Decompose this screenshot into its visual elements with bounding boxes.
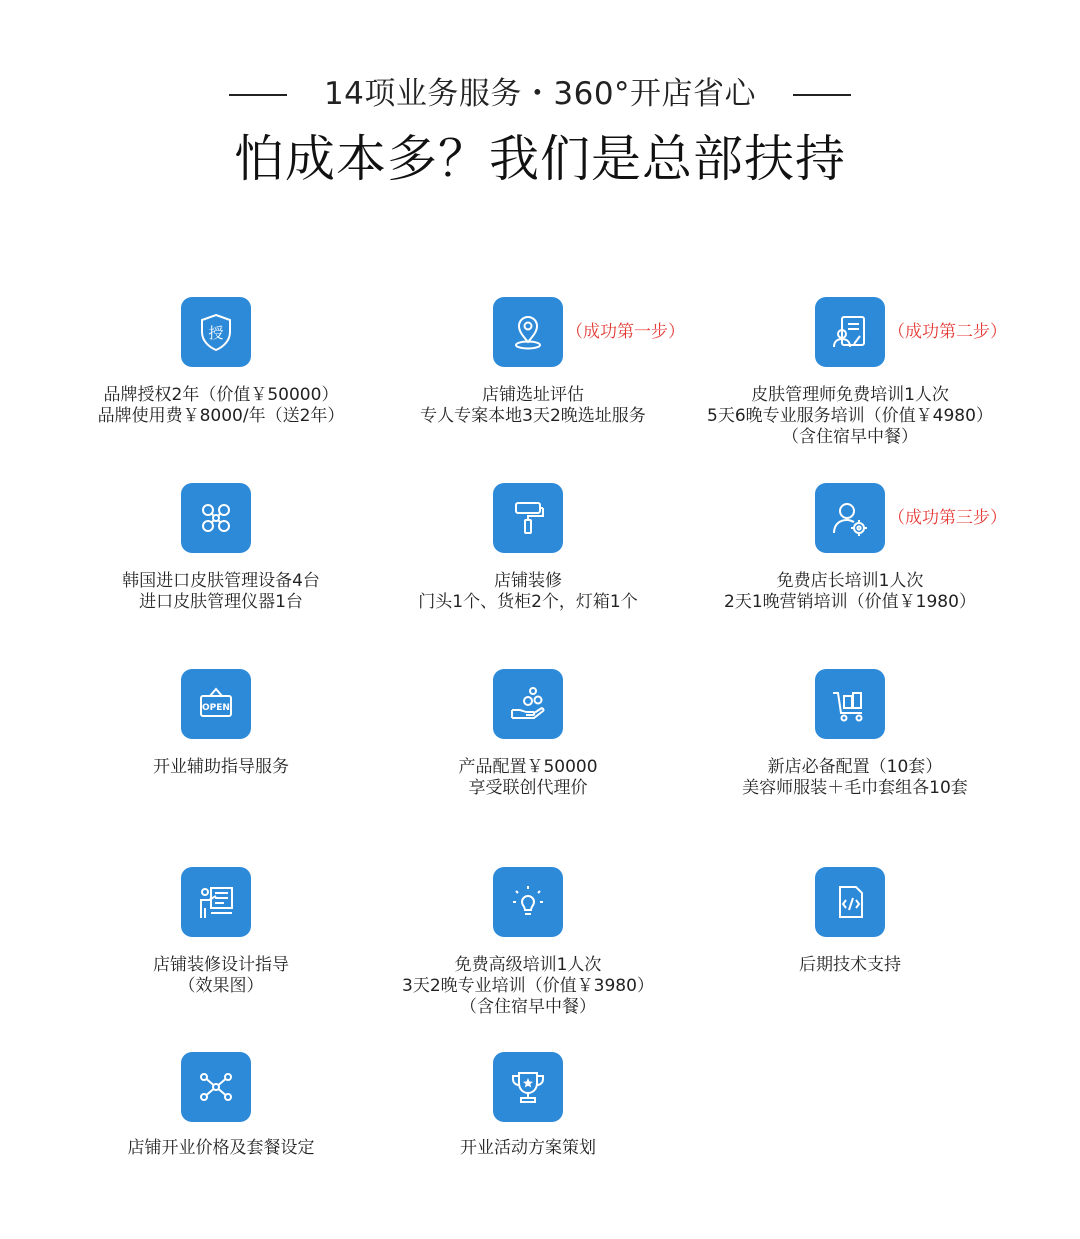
item-pricing-setup [56, 1138, 386, 1159]
authorization-shield-icon [181, 297, 251, 367]
item-design-guidance [56, 955, 386, 997]
presentation-board-icon [181, 867, 251, 937]
item-store-decoration [363, 571, 693, 613]
svg-text:OPEN: OPEN [202, 703, 230, 713]
item-line: 韩国进口皮肤管理设备4台 [122, 571, 320, 591]
item-tech-support [685, 955, 1015, 976]
item-line: 后期技术支持 [799, 955, 901, 975]
item-line: （含住宿早中餐） [782, 427, 918, 447]
item-line: 免费店长培训1人次 [776, 571, 924, 591]
item-line: 开业活动方案策划 [460, 1138, 596, 1158]
item-line: 进口皮肤管理仪器1台 [139, 592, 303, 612]
code-file-icon [815, 867, 885, 937]
item-line: 开业辅助指导服务 [153, 757, 289, 777]
step-label-3: （成功第三步） [888, 508, 1007, 528]
item-line: 店铺开业价格及套餐设定 [127, 1138, 315, 1158]
item-line: （含住宿早中餐） [460, 997, 596, 1017]
item-product-config [363, 757, 693, 799]
subtitle-divider-right [793, 94, 851, 96]
shopping-cart-icon [815, 669, 885, 739]
item-line: 店铺选址评估 [482, 385, 584, 405]
item-line: 美容师服装＋毛巾套组各10套 [742, 778, 968, 798]
item-line: 专人专案本地3天2晚选址服务 [420, 406, 646, 426]
item-store-manager-training [685, 571, 1015, 613]
item-new-store-kit [690, 757, 1020, 799]
item-line: 品牌使用费￥8000/年（送2年） [97, 406, 345, 426]
subtitle: 14项业务服务・360°开店省心 [323, 76, 757, 112]
svg-text:授: 授 [208, 324, 224, 342]
item-line: 门头1个、货柜2个，灯箱1个 [418, 592, 638, 612]
item-line: （效果图） [178, 976, 264, 996]
paint-roller-icon [493, 483, 563, 553]
user-gear-icon [815, 483, 885, 553]
item-opening-campaign [363, 1138, 693, 1159]
trophy-star-icon [493, 1052, 563, 1122]
hand-coins-icon [493, 669, 563, 739]
network-nodes-icon [181, 1052, 251, 1122]
device-molecule-icon [181, 483, 251, 553]
item-line: 新店必备配置（10套） [767, 757, 943, 777]
item-site-selection [368, 385, 698, 427]
location-pin-icon [493, 297, 563, 367]
item-line: 2天1晚营销培训（价值￥1980） [724, 592, 976, 612]
subtitle-row [0, 72, 1080, 116]
item-line: 皮肤管理师免费培训1人次 [751, 385, 949, 405]
step-label-1: （成功第一步） [566, 322, 685, 342]
item-line: 5天6晚专业服务培训（价值￥4980） [707, 406, 993, 426]
page-title: 怕成本多？我们是总部扶持 [234, 130, 846, 188]
item-advanced-training [363, 955, 693, 1018]
item-equipment [56, 571, 386, 613]
open-sign-icon [181, 669, 251, 739]
item-line: 产品配置￥50000 [458, 757, 598, 777]
item-line: 店铺装修 [494, 571, 562, 591]
item-line: 品牌授权2年（价值￥50000） [103, 385, 339, 405]
item-line: 店铺装修设计指导 [153, 955, 289, 975]
item-line: 3天2晚专业培训（价值￥3980） [402, 976, 654, 996]
item-line: 享受联创代理价 [468, 778, 588, 798]
item-line: 免费高级培训1人次 [454, 955, 602, 975]
certificate-person-icon [815, 297, 885, 367]
subtitle-divider-left [229, 94, 287, 96]
item-skin-manager-training [685, 385, 1015, 448]
item-brand-authorization [56, 385, 386, 427]
item-opening-guidance [56, 757, 386, 778]
step-label-2: （成功第二步） [888, 322, 1007, 342]
lightbulb-icon [493, 867, 563, 937]
